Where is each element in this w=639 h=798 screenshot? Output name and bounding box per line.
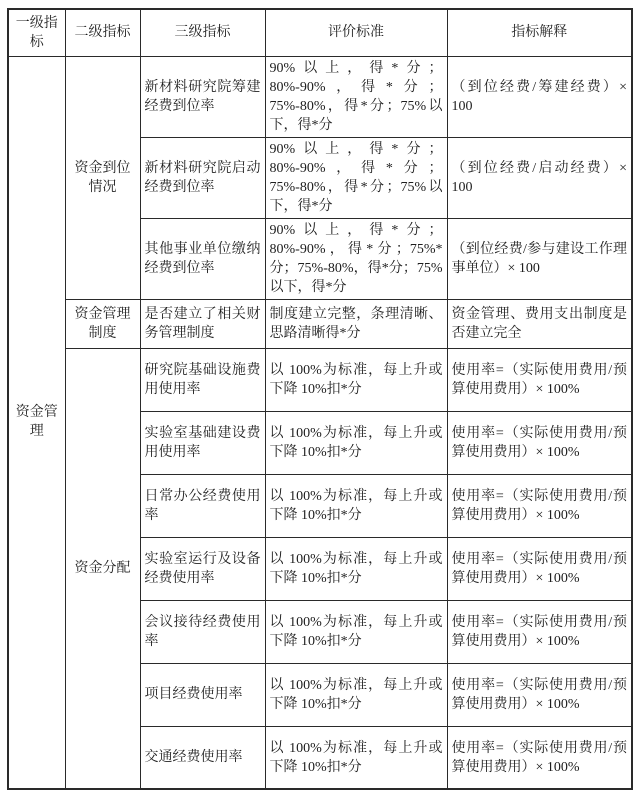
level3-cell: 交通经费使用率 bbox=[140, 726, 265, 789]
level3-cell: 新材料研究院筹建经费到位率 bbox=[140, 56, 265, 137]
criteria-cell: 以 100%为标准，每上升或下降 10%扣*分 bbox=[265, 663, 447, 726]
explanation-cell: 资金管理、费用支出制度是否建立完全 bbox=[447, 299, 632, 348]
header-level2-indicator: 二级指标 bbox=[65, 9, 140, 56]
level3-cell: 研究院基础设施费用使用率 bbox=[140, 348, 265, 411]
criteria-cell: 以 100%为标准，每上升或下降 10%扣*分 bbox=[265, 411, 447, 474]
criteria-cell: 90%以上，得*分；80%-90%，得*分；75%-80%，得*分；75%以下，得*分 bbox=[265, 137, 447, 218]
header-row bbox=[8, 9, 632, 56]
explanation-cell: （到位经费/参与建设工作理事单位）× 100 bbox=[447, 218, 632, 299]
table-row bbox=[8, 299, 632, 348]
criteria-cell: 制度建立完整，条理清晰、思路清晰得*分 bbox=[265, 299, 447, 348]
level2-cell-funding-in-place: 资金到位情况 bbox=[65, 56, 140, 299]
header-level3-indicator: 三级指标 bbox=[140, 9, 265, 56]
level1-cell-funding-management: 资金管理 bbox=[8, 56, 65, 789]
explanation-cell: 使用率=（实际使用费用/预算使用费用）× 100% bbox=[447, 348, 632, 411]
level3-cell: 新材料研究院启动经费到位率 bbox=[140, 137, 265, 218]
level2-cell-fund-allocation: 资金分配 bbox=[65, 348, 140, 789]
criteria-cell: 以 100%为标准，每上升或下降 10%扣*分 bbox=[265, 348, 447, 411]
level3-cell: 其他事业单位缴纳经费到位率 bbox=[140, 218, 265, 299]
table-row bbox=[8, 348, 632, 411]
level3-cell: 实验室运行及设备经费使用率 bbox=[140, 537, 265, 600]
header-indicator-explanation: 指标解释 bbox=[447, 9, 632, 56]
level3-cell: 会议接待经费使用率 bbox=[140, 600, 265, 663]
header-evaluation-criteria: 评价标准 bbox=[265, 9, 447, 56]
explanation-cell: 使用率=（实际使用费用/预算使用费用）× 100% bbox=[447, 600, 632, 663]
evaluation-criteria-table bbox=[7, 8, 633, 790]
level3-cell: 日常办公经费使用率 bbox=[140, 474, 265, 537]
criteria-cell: 以 100%为标准，每上升或下降 10%扣*分 bbox=[265, 600, 447, 663]
criteria-cell: 以 100%为标准，每上升或下降 10%扣*分 bbox=[265, 726, 447, 789]
header-level1-indicator: 一级指标 bbox=[8, 9, 65, 56]
criteria-cell: 以 100%为标准，每上升或下降 10%扣*分 bbox=[265, 474, 447, 537]
level3-cell: 实验室基础建设费用使用率 bbox=[140, 411, 265, 474]
explanation-cell: 使用率=（实际使用费用/预算使用费用）× 100% bbox=[447, 474, 632, 537]
criteria-cell: 以 100%为标准，每上升或下降 10%扣*分 bbox=[265, 537, 447, 600]
explanation-cell: （到位经费/启动经费）× 100 bbox=[447, 137, 632, 218]
explanation-cell: 使用率=（实际使用费用/预算使用费用）× 100% bbox=[447, 663, 632, 726]
level3-cell: 是否建立了相关财务管理制度 bbox=[140, 299, 265, 348]
criteria-cell: 90%以上，得*分；80%-90%，得*分；75%*分；75%-80%，得*分；75%以下，得*分 bbox=[265, 218, 447, 299]
explanation-cell: （到位经费/筹建经费）× 100 bbox=[447, 56, 632, 137]
level3-cell: 项目经费使用率 bbox=[140, 663, 265, 726]
criteria-cell: 90%以上，得*分；80%-90%，得*分；75%-80%，得*分；75%以下，得*分 bbox=[265, 56, 447, 137]
explanation-cell: 使用率=（实际使用费用/预算使用费用）× 100% bbox=[447, 537, 632, 600]
level2-cell-fund-management-system: 资金管理制度 bbox=[65, 299, 140, 348]
explanation-cell: 使用率=（实际使用费用/预算使用费用）× 100% bbox=[447, 726, 632, 789]
explanation-cell: 使用率=（实际使用费用/预算使用费用）× 100% bbox=[447, 411, 632, 474]
table-row bbox=[8, 56, 632, 137]
